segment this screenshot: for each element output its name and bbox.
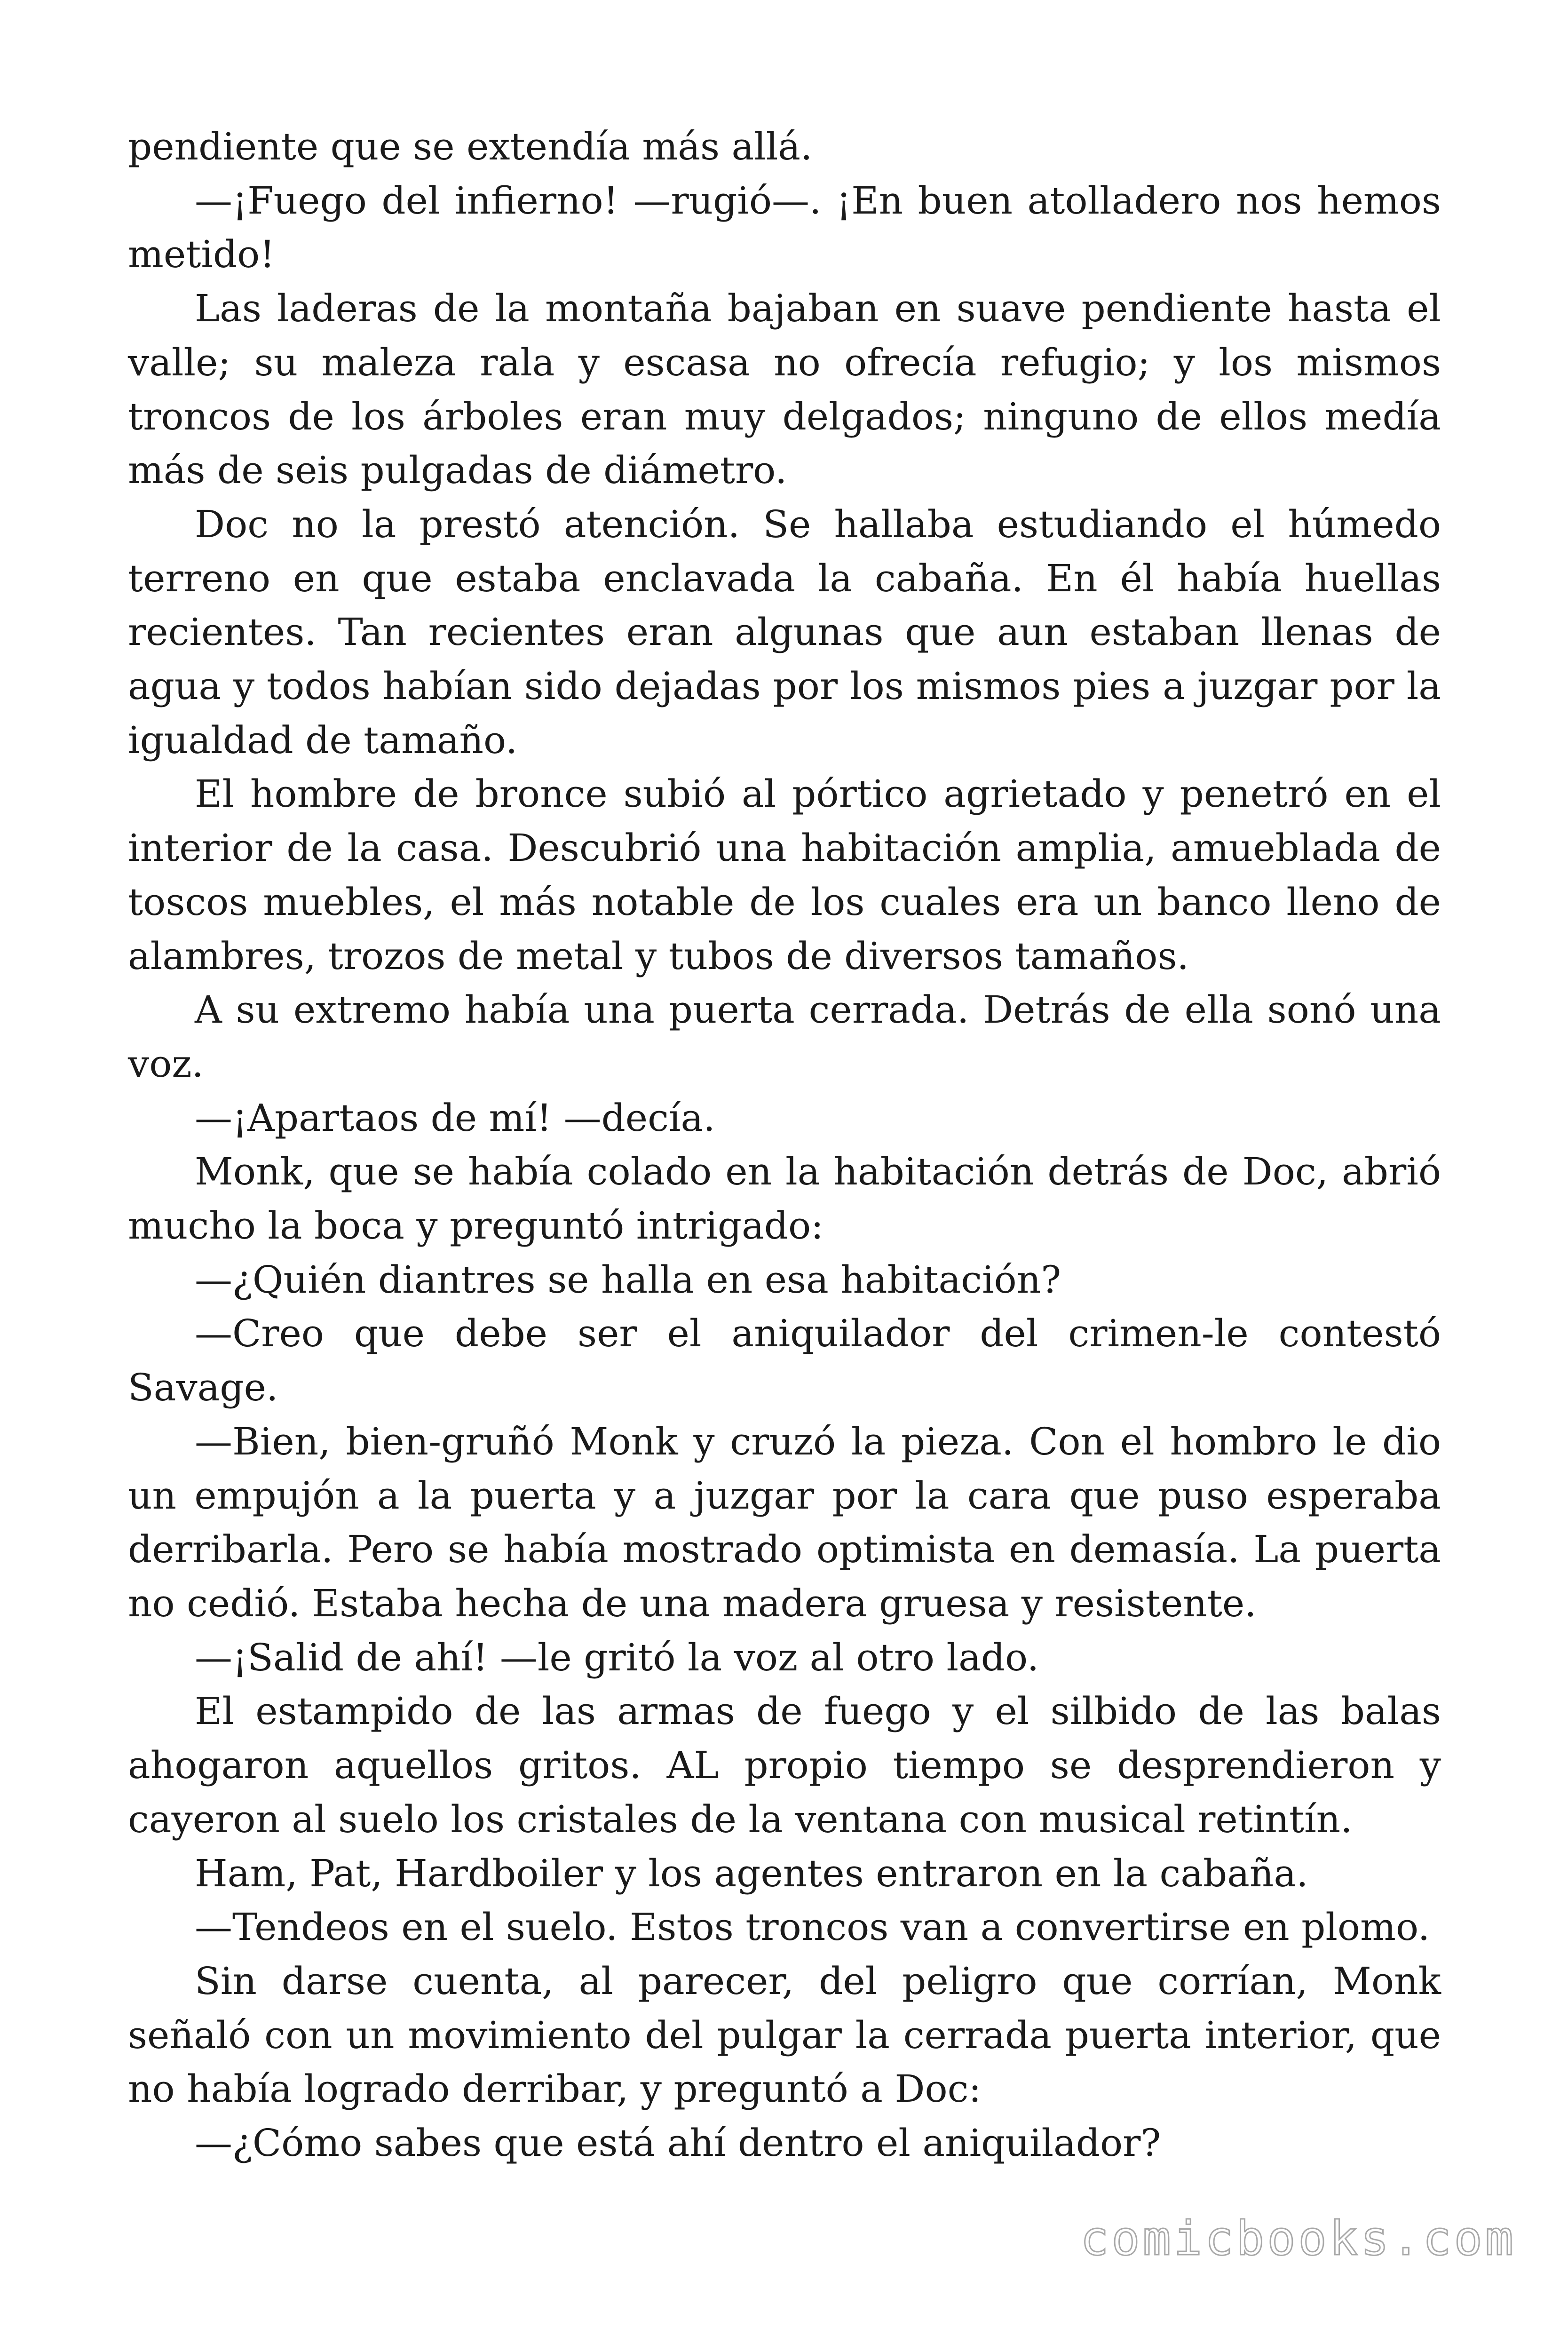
paragraph-2: —¡Fuego del infierno! —rugió—. ¡En buen atolladero nos hemos metido!	[128, 178, 1441, 277]
paragraph-13: El estampido de las armas de fuego y el silbido de las balas ahogaron aquellos gritos. AL propio tiempo se desprendieron y cayeron al suelo los cristales de la ventana con musical retintín.	[128, 1689, 1441, 1841]
page-body	[128, 120, 1441, 2170]
paragraph-14: Ham, Pat, Hardboiler y los agentes entraron en la cabaña.	[195, 1851, 1308, 1895]
paragraph-8: Monk, que se había colado en la habitación detrás de Doc, abrió mucho la boca y preguntó intrigado:	[128, 1150, 1441, 1248]
paragraph-15: —Tendeos en el suelo. Estos troncos van a convertirse en plomo.	[195, 1905, 1430, 1949]
paragraph-7: —¡Apartaos de mí! —decía.	[195, 1096, 715, 1140]
paragraph-3: Las laderas de la montaña bajaban en suave pendiente hasta el valle; su maleza rala y escasa no ofrecía refugio; y los mismos troncos de los árboles eran muy delgados; ninguno de ellos medía más de seis pulgadas de diámetro.	[128, 286, 1441, 493]
paragraph-17: —¿Cómo sabes que está ahí dentro el aniquilador?	[195, 2121, 1161, 2165]
paragraph-16: Sin darse cuenta, al parecer, del peligro que corrían, Monk señaló con un movimiento del pulgar la cerrada puerta interior, que no había logrado derribar, y preguntó a Doc:	[128, 1959, 1441, 2111]
paragraph-11: —Bien, bien-gruñó Monk y cruzó la pieza. Con el hombro le dio un empujón a la puerta y a juzgar por la cara que puso esperaba derribarla. Pero se había mostrado optimista en demasía. La puerta no cedió. Estaba hecha de una madera gruesa y resistente.	[128, 1419, 1441, 1625]
paragraph-12: —¡Salid de ahí! —le gritó la voz al otro lado.	[195, 1635, 1039, 1679]
paragraph-6: A su extremo había una puerta cerrada. Detrás de ella sonó una voz.	[128, 988, 1441, 1086]
paragraph-4: Doc no la prestó atención. Se hallaba estudiando el húmedo terreno en que estaba enclavada la cabaña. En él había huellas recientes. Tan recientes eran algunas que aun estaban llenas de agua y todos habían sido dejadas por los mismos pies a juzgar por la igualdad de tamaño.	[128, 502, 1441, 762]
paragraph-9: —¿Quién diantres se halla en esa habitación?	[195, 1257, 1061, 1302]
paragraph-1: pendiente que se extendía más allá.	[128, 125, 813, 168]
paragraph-5: El hombre de bronce subió al pórtico agrietado y penetró en el interior de la casa. Descubrió una habitación amplia, amueblada de toscos muebles, el más notable de los cuales era un banco lleno de alambres, trozos de metal y tubos de diversos tamaños.	[128, 772, 1441, 978]
paragraph-10: —Creo que debe ser el aniquilador del crimen-le contestó Savage.	[128, 1311, 1441, 1410]
watermark: comicbooks.com	[1080, 2211, 1516, 2266]
